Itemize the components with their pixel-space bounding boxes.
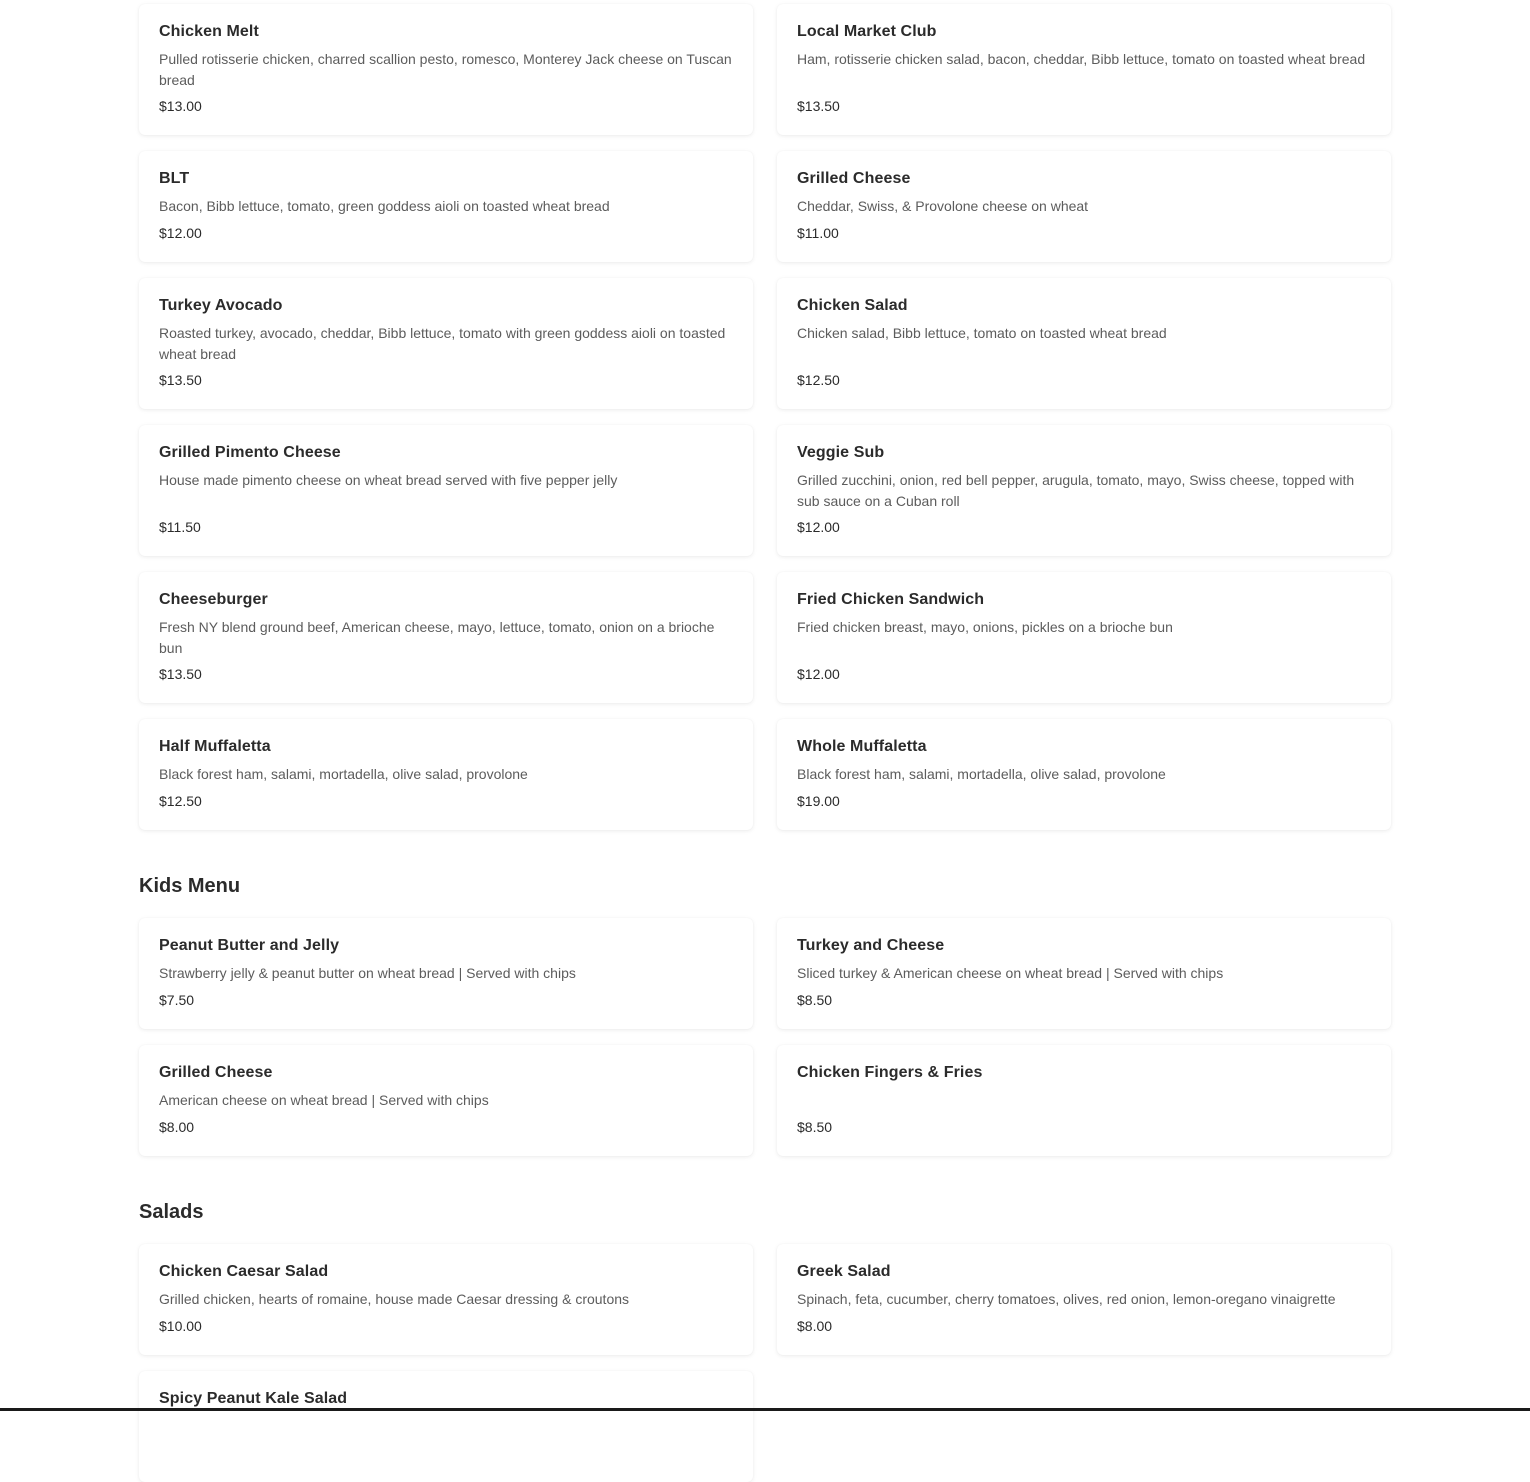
item-price: $12.50: [159, 793, 202, 809]
item-price: $13.50: [159, 666, 202, 682]
menu-item-card[interactable]: [139, 425, 753, 556]
item-price: $8.50: [797, 992, 833, 1008]
item-price: $19.00: [797, 793, 840, 809]
item-description: Black forest ham, salami, mortadella, olive salad, provolone: [797, 766, 1166, 782]
item-price: $11.50: [159, 519, 201, 535]
item-price: $12.00: [797, 519, 840, 535]
item-description: American cheese on wheat bread | Served with chips: [159, 1092, 489, 1108]
item-name: Turkey and Cheese: [797, 937, 945, 954]
item-name: Chicken Caesar Salad: [159, 1263, 329, 1280]
item-name: Cheeseburger: [159, 591, 268, 608]
item-price: $13.00: [159, 98, 202, 114]
section-title-kids-menu: Kids Menu: [139, 875, 241, 897]
item-description: Cheddar, Swiss, & Provolone cheese on wheat: [797, 198, 1089, 214]
menu-item-card[interactable]: [139, 151, 753, 262]
item-description: Grilled chicken, hearts of romaine, house made Caesar dressing & croutons: [159, 1291, 630, 1307]
menu-item-card[interactable]: [777, 425, 1391, 556]
item-description: Fried chicken breast, mayo, onions, pickles on a brioche bun: [797, 619, 1173, 635]
item-description: Black forest ham, salami, mortadella, olive salad, provolone: [159, 766, 528, 782]
item-name: Local Market Club: [797, 23, 937, 40]
menu-item-card[interactable]: [777, 918, 1391, 1029]
menu-row: [139, 151, 1391, 262]
item-price: $11.00: [797, 225, 839, 241]
item-description: Spinach, feta, cucumber, cherry tomatoes, olives, red onion, lemon-oregano vinaigrette: [797, 1291, 1336, 1307]
item-description: Sliced turkey & American cheese on wheat bread | Served with chips: [797, 965, 1224, 981]
item-name: Grilled Cheese: [159, 1064, 273, 1081]
item-name: Chicken Melt: [159, 23, 259, 40]
menu-item-card[interactable]: [139, 278, 753, 409]
item-name: BLT: [159, 170, 190, 187]
section-title-salads: Salads: [139, 1201, 204, 1223]
item-name: Fried Chicken Sandwich: [797, 591, 985, 608]
item-name: Grilled Pimento Cheese: [159, 444, 341, 461]
menu-item-card[interactable]: [777, 1045, 1391, 1156]
menu-row: [139, 572, 1391, 703]
item-name: Chicken Fingers & Fries: [797, 1064, 983, 1081]
menu-item-card[interactable]: [139, 1244, 753, 1355]
item-description: Pulled rotisserie chicken, charred scallion pesto, romesco, Monterey Jack cheese on Tuscan bread: [159, 51, 732, 88]
item-price: $8.00: [797, 1318, 833, 1334]
menu-item-card[interactable]: [139, 719, 753, 830]
item-description: [159, 1416, 733, 1462]
menu-row: [139, 719, 1391, 830]
menu-item-card[interactable]: [139, 1371, 753, 1482]
menu-row: [139, 1371, 1391, 1482]
menu-row: [139, 4, 1391, 135]
item-price: $10.00: [159, 1318, 202, 1334]
item-name: Half Muffaletta: [159, 738, 271, 755]
menu-row: [139, 1244, 1391, 1355]
menu-item-card[interactable]: [777, 572, 1391, 703]
item-price: $12.00: [797, 666, 840, 682]
menu-item-card[interactable]: [777, 1244, 1391, 1355]
menu-item-card[interactable]: [777, 4, 1391, 135]
item-description: Fresh NY blend ground beef, American cheese, mayo, lettuce, tomato, onion on a brioche bun: [159, 619, 715, 656]
item-description: Roasted turkey, avocado, cheddar, Bibb lettuce, tomato with green goddess aioli on toasted wheat bread: [159, 325, 726, 362]
menu-item-card[interactable]: [777, 278, 1391, 409]
item-description: Ham, rotisserie chicken salad, bacon, cheddar, Bibb lettuce, tomato on toasted wheat bread: [797, 51, 1366, 67]
item-name: Veggie Sub: [797, 444, 885, 461]
item-name: Grilled Cheese: [797, 170, 911, 187]
item-name: Whole Muffaletta: [797, 738, 927, 755]
item-name: Chicken Salad: [797, 297, 908, 314]
item-price: $8.00: [159, 1119, 195, 1135]
item-description: Chicken salad, Bibb lettuce, tomato on toasted wheat bread: [797, 325, 1167, 341]
menu-item-card[interactable]: [777, 151, 1391, 262]
menu-row: [139, 425, 1391, 556]
item-price: $13.50: [797, 98, 840, 114]
menu-row: [139, 918, 1391, 1029]
item-price: $13.50: [159, 372, 202, 388]
menu-row: [139, 278, 1391, 409]
item-description: [797, 1090, 1371, 1118]
menu-item-card[interactable]: [777, 719, 1391, 830]
item-price: $8.50: [797, 1119, 833, 1135]
item-price: $12.00: [159, 225, 202, 241]
item-price: $12.50: [797, 372, 840, 388]
item-name: Turkey Avocado: [159, 297, 283, 314]
item-description: House made pimento cheese on wheat bread served with five pepper jelly: [159, 472, 618, 488]
menu-item-card[interactable]: [139, 1045, 753, 1156]
item-name: Greek Salad: [797, 1263, 891, 1280]
menu-item-card[interactable]: [139, 4, 753, 135]
item-name: Peanut Butter and Jelly: [159, 937, 340, 954]
menu-container: [139, 4, 1391, 1482]
menu-item-card[interactable]: [139, 918, 753, 1029]
menu-row: [139, 1045, 1391, 1156]
item-price: $7.50: [159, 992, 195, 1008]
item-description: Bacon, Bibb lettuce, tomato, green goddess aioli on toasted wheat bread: [159, 198, 610, 214]
menu-item-card[interactable]: [139, 572, 753, 703]
item-description: Strawberry jelly & peanut butter on wheat bread | Served with chips: [159, 965, 576, 981]
item-name: Spicy Peanut Kale Salad: [159, 1390, 348, 1407]
item-description: Grilled zucchini, onion, red bell pepper, arugula, tomato, mayo, Swiss cheese, topped with sub sauce on a Cuban roll: [797, 472, 1355, 509]
